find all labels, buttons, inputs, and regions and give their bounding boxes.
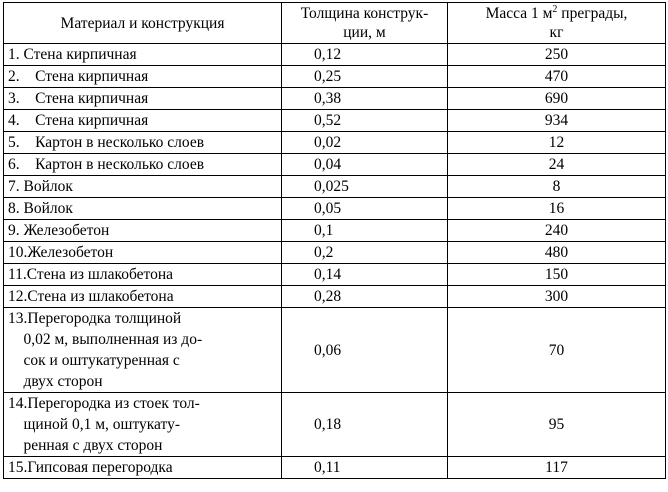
mass-cell: 70 [448,308,666,393]
material-cell: 9. Железобетон [4,220,282,242]
table-row [4,66,666,88]
material-cell: 7. Войлок [4,176,282,198]
thickness-cell: 0,2 [282,242,448,264]
mass-cell: 690 [448,88,666,110]
mass-cell: 95 [448,393,666,457]
table-row [4,393,666,457]
table-row [4,176,666,198]
table-row [4,264,666,286]
table-row [4,44,666,66]
thickness-cell: 0,38 [282,88,448,110]
thickness-cell: 0,28 [282,286,448,308]
header-thickness: Толщина конструк- ции, м [282,3,448,44]
mass-cell: 12 [448,132,666,154]
mass-cell: 470 [448,66,666,88]
material-cell: 10.Железобетон [4,242,282,264]
mass-cell: 480 [448,242,666,264]
mass-cell: 16 [448,198,666,220]
thickness-cell: 0,25 [282,66,448,88]
header-material: Материал и конструкция [4,3,282,44]
material-cell: 2. Стена кирпичная [4,66,282,88]
thickness-cell: 0,06 [282,308,448,393]
thickness-cell: 0,04 [282,154,448,176]
table-row [4,220,666,242]
header-row [4,3,666,44]
table-body [4,44,666,479]
table-row [4,286,666,308]
mass-cell: 24 [448,154,666,176]
thickness-cell: 0,025 [282,176,448,198]
table-row [4,198,666,220]
table-row [4,457,666,479]
mass-cell: 250 [448,44,666,66]
material-mass-table [3,2,666,479]
thickness-cell: 0,02 [282,132,448,154]
thickness-cell: 0,18 [282,393,448,457]
thickness-cell: 0,52 [282,110,448,132]
mass-cell: 150 [448,264,666,286]
material-cell: 5. Картон в несколько слоев [4,132,282,154]
material-cell: 14.Перегородка из стоек тол- щиной 0,1 м, оштукату- ренная с двух сторон [4,393,282,457]
material-cell: 1. Стена кирпичная [4,44,282,66]
material-cell: 11.Стена из шлакобетона [4,264,282,286]
material-cell: 3. Стена кирпичная [4,88,282,110]
table-row [4,308,666,393]
mass-cell: 934 [448,110,666,132]
material-cell: 8. Войлок [4,198,282,220]
thickness-cell: 0,05 [282,198,448,220]
mass-cell: 117 [448,457,666,479]
mass-cell: 300 [448,286,666,308]
thickness-cell: 0,12 [282,44,448,66]
mass-cell: 240 [448,220,666,242]
material-cell: 12.Стена из шлакобетона [4,286,282,308]
table-row [4,242,666,264]
material-cell: 15.Гипсовая перегородка [4,457,282,479]
thickness-cell: 0,11 [282,457,448,479]
header-mass: Масса 1 $м^2$ преграды, кг [448,3,666,44]
table-row [4,132,666,154]
table-row [4,154,666,176]
material-cell: 6. Картон в несколько слоев [4,154,282,176]
table-row [4,110,666,132]
mass-cell: 8 [448,176,666,198]
thickness-cell: 0,1 [282,220,448,242]
material-cell: 13.Перегородка толщиной 0,02 м, выполненная из до- сок и оштукатуренная с двух сторон [4,308,282,393]
material-cell: 4. Стена кирпичная [4,110,282,132]
thickness-cell: 0,14 [282,264,448,286]
table-row [4,88,666,110]
